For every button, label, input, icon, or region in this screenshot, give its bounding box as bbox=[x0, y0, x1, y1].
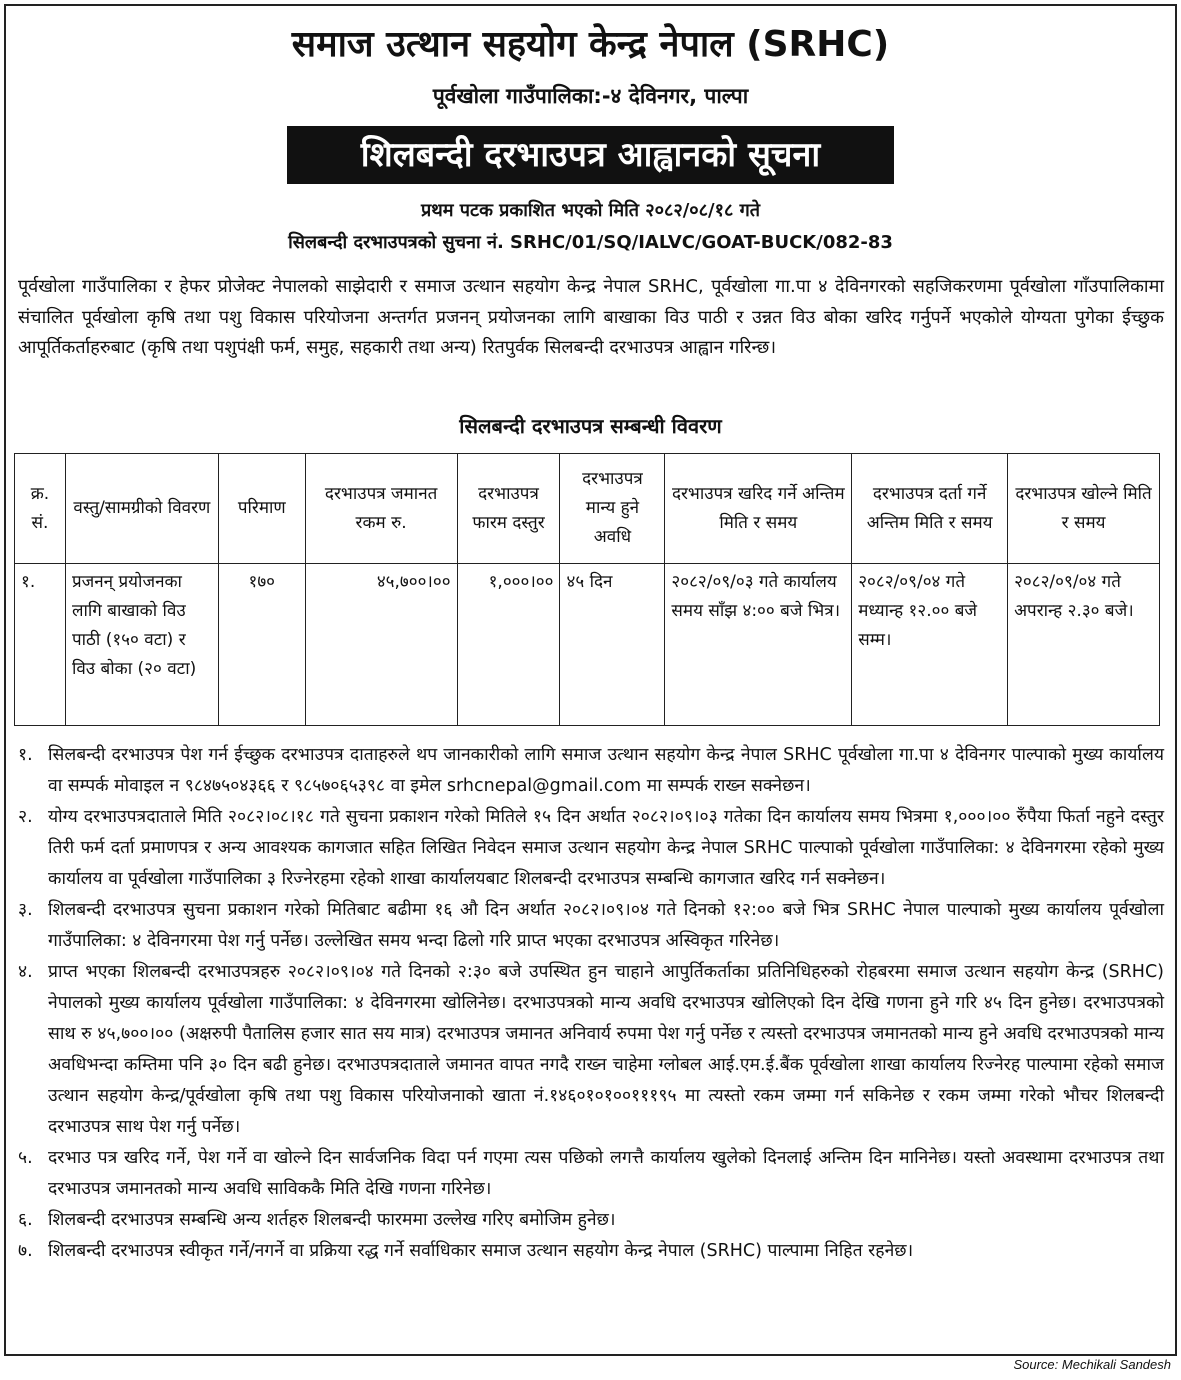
notice-banner: शिलबन्दी दरभाउपत्र आह्वानको सूचना bbox=[287, 126, 894, 184]
note-number: ७. bbox=[18, 1241, 33, 1261]
cell-validity: ४५ दिन bbox=[560, 564, 665, 726]
cell-submission-deadline: २०८२/०९/०४ गते मध्यान्ह १२.०० बजे सम्म। bbox=[852, 564, 1008, 726]
note-item bbox=[18, 1236, 1164, 1267]
note-text: दरभाउ पत्र खरिद गर्ने, पेश गर्ने वा खोल्ने दिन सार्वजनिक विदा पर्न गएमा त्यस पछिको लगत्तै कार्यालय खुलेको दिनलाई अन्तिम दिन मानिनेछ। यस्तो अवस्थामा दरभाउपत्र तथा दरभाउपत्र जमानतको मान्य अवधि साविककै मिति देखि गणना गरिनेछ। bbox=[48, 1148, 1164, 1199]
note-text: शिलबन्दी दरभाउपत्र सुचना प्रकाशन गरेको मितिबाट बढीमा १६ औ दिन अर्थात २०८२।०९।०४ गते दिनको १२:०० बजे भित्र SRHC नेपाल पाल्पाको मुख्य कार्यालय पूर्वखोला गाउँपालिका: ४ देविनगरमा पेश गर्नु पर्नेछ। उल्लेखित समय भन्दा ढिलो गरि प्राप्त भएका दरभाउपत्र अस्विकृत गरिनेछ। bbox=[48, 900, 1164, 951]
table-row bbox=[15, 564, 1160, 726]
intro-paragraph: पूर्वखोला गाउँपालिका र हेफर प्रोजेक्ट नेपालको साझेदारी र समाज उत्थान सहयोग केन्द्र नेपाल SRHC, पूर्वखोला गा.पा ४ देविनगरको सहजिकरणमा पूर्वखोला गाँउपालिकामा संचालित पूर्वखोला कृषि तथा पशु विकास परियोजना अन्तर्गत प्रजनन् प्रयोजनका लागि बाखाका विउ पाठी र उन्नत विउ बोका खरिद गर्नुपर्ने भएकोले योग्यता पुगेका ईच्छुक आपूर्तिकर्ताहरुबाट (कृषि तथा पशुपंक्षी फर्म, समुह, सहकारी तथा अन्य) रितपुर्वक सिलबन्दी दरभाउपत्र आह्वान गरिन्छ। bbox=[18, 276, 1164, 358]
note-item bbox=[18, 1205, 1164, 1236]
organization-address: पूर्वखोला गाउँपालिका:-४ देविनगर, पाल्पा bbox=[432, 84, 749, 108]
cell-bid-security: ४५,७००।०० bbox=[305, 564, 457, 726]
note-number: ४. bbox=[18, 962, 33, 982]
note-text: योग्य दरभाउपत्रदाताले मिति २०८२।०८।१८ गते सुचना प्रकाशन गरेको मितिले १५ दिन अर्थात २०८२।०९।०३ गतेका दिन कार्यालय समय भित्रमा १,०००।०० रुँपैया फिर्ता नहुने दस्तुर तिरी फर्म दर्ता प्रमाणपत्र र अन्य आवश्यक कागजात सहित लिखित निवेदन समाज उत्थान सहयोग केन्द्र नेपाल SRHC पाल्पाको पूर्वखोला गाउँपालिका: ४ देविनगरमा रहेको मुख्य कार्यालय वा पूर्वखोला गाउँपालिका ३ रिज्नेरहमा रहेको शाखा कार्यालयबाट शिलबन्दी दरभाउपत्र सम्बन्धि कागजात खरिद गर्न सक्नेछन। bbox=[48, 807, 1164, 889]
note-item bbox=[18, 957, 1164, 1143]
note-item bbox=[18, 1143, 1164, 1205]
col-header-sn: क्र. सं. bbox=[15, 454, 66, 564]
col-header-form-fee: दरभाउपत्र फारम दस्तुर bbox=[457, 454, 560, 564]
note-text: प्राप्त भएका शिलबन्दी दरभाउपत्रहरु २०८२।०९।०४ गते दिनको २:३० बजे उपस्थित हुन चाहाने आपुर्तिकर्ताका प्रतिनिधिहरुको रोहबरमा समाज उत्थान सहयोग केन्द्र (SRHC) नेपालको मुख्य कार्यालय पूर्वखोला गाउँपालिका: ४ देविनगरमा खोलिनेछ। दरभाउपत्रको मान्य अवधि दरभाउपत्र खोलिएको दिन देखि गणना हुने गरि ४५ दिन हुनेछ। दरभाउपत्रको साथ रु ४५,७००।०० (अक्षरुपी पैतालिस हजार सात सय मात्र) दरभाउपत्र जमानत अनिवार्य रुपमा पेश गर्नु पर्नेछ र त्यस्तो दरभाउपत्र जमानतको मान्य हुने अवधि दरभाउपत्रको मान्य अवधिभन्दा कम्तिमा पनि ३० दिन बढी हुनेछ। दरभाउपत्रदाताले जमानत वापत नगदै राख्न चाहेमा ग्लोबल आई.एम.ई.बैंक पूर्वखोला शाखा कार्यालय रिज्नेरह पाल्पामा रहेको समाज उत्थान सहयोग केन्द्र/पूर्वखोला कृषि तथा पशु विकास परियोजनाको खाता नं.१४६०१०१००१११९५ मा त्यस्तो रकम जम्मा गर्न सकिनेछ र रकम जम्मा गरेको भौचर शिलबन्दी दरभाउपत्र साथ पेश गर्नु पर्नेछ। bbox=[48, 962, 1164, 1137]
col-header-validity: दरभाउपत्र मान्य हुने अवधि bbox=[560, 454, 665, 564]
cell-sn: १. bbox=[15, 564, 66, 726]
note-item bbox=[18, 802, 1164, 895]
note-item bbox=[18, 740, 1164, 802]
note-text: शिलबन्दी दरभाउपत्र सम्बन्धि अन्य शर्तहरु शिलबन्दी फारममा उल्लेख गरिए बमोजिम हुनेछ। bbox=[48, 1210, 616, 1230]
table-title: सिलबन्दी दरभाउपत्र सम्बन्धी विवरण bbox=[459, 414, 722, 438]
col-header-bid-security: दरभाउपत्र जमानत रकम रु. bbox=[305, 454, 457, 564]
note-text: शिलबन्दी दरभाउपत्र स्वीकृत गर्ने/नगर्ने वा प्रक्रिया रद्ध गर्ने सर्वाधिकार समाज उत्थान सहयोग केन्द्र नेपाल (SRHC) पाल्पामा निहित रहनेछ। bbox=[48, 1241, 914, 1261]
bid-details-table bbox=[14, 453, 1160, 726]
cell-quantity: १७० bbox=[218, 564, 305, 726]
col-header-submission-deadline: दरभाउपत्र दर्ता गर्ने अन्तिम मिति र समय bbox=[852, 454, 1008, 564]
note-text: सिलबन्दी दरभाउपत्र पेश गर्न ईच्छुक दरभाउपत्र दाताहरुले थप जानकारीको लागि समाज उत्थान सहयोग केन्द्र नेपाल SRHC पूर्वखोला गा.पा ४ देविनगर पाल्पाको मुख्य कार्यालय वा सम्पर्क मोवाइल न ९८४७५०४३६६ र ९८५७०६५३९८ वा इमेल srhcnepal@gmail.com मा सम्पर्क राख्न सक्नेछन। bbox=[48, 745, 1164, 796]
col-header-item: वस्तु/सामग्रीको विवरण bbox=[65, 454, 218, 564]
cell-form-fee: १,०००।०० bbox=[457, 564, 560, 726]
col-header-quantity: परिमाण bbox=[218, 454, 305, 564]
source-credit: Source: Mechikali Sandesh bbox=[1013, 1357, 1171, 1372]
note-number: १. bbox=[18, 745, 33, 765]
notice-number: सिलबन्दी दरभाउपत्रको सुचना नं. SRHC/01/SQ/IALVC/GOAT-BUCK/082-83 bbox=[288, 232, 893, 253]
note-number: ६. bbox=[18, 1210, 33, 1230]
col-header-opening-date: दरभाउपत्र खोल्ने मिति र समय bbox=[1008, 454, 1160, 564]
notes-list bbox=[18, 740, 1164, 1267]
cell-opening-date: २०८२/०९/०४ गते अपरान्ह २.३० बजे। bbox=[1008, 564, 1160, 726]
cell-purchase-deadline: २०८२/०९/०३ गते कार्यालय समय साँझ ४:०० बजे भित्र। bbox=[665, 564, 852, 726]
note-number: ५. bbox=[18, 1148, 33, 1168]
note-item bbox=[18, 895, 1164, 957]
organization-title: समाज उत्थान सहयोग केन्द्र नेपाल (SRHC) bbox=[291, 24, 890, 65]
note-number: २. bbox=[18, 807, 33, 827]
cell-item: प्रजनन् प्रयोजनका लागि बाखाको विउ पाठी (१५० वटा) र विउ बोका (२० वटा) bbox=[65, 564, 218, 726]
note-number: ३. bbox=[18, 900, 33, 920]
col-header-purchase-deadline: दरभाउपत्र खरिद गर्ने अन्तिम मिति र समय bbox=[665, 454, 852, 564]
published-date: प्रथम पटक प्रकाशित भएको मिति २०८२/०८/१८ गते bbox=[421, 200, 760, 221]
